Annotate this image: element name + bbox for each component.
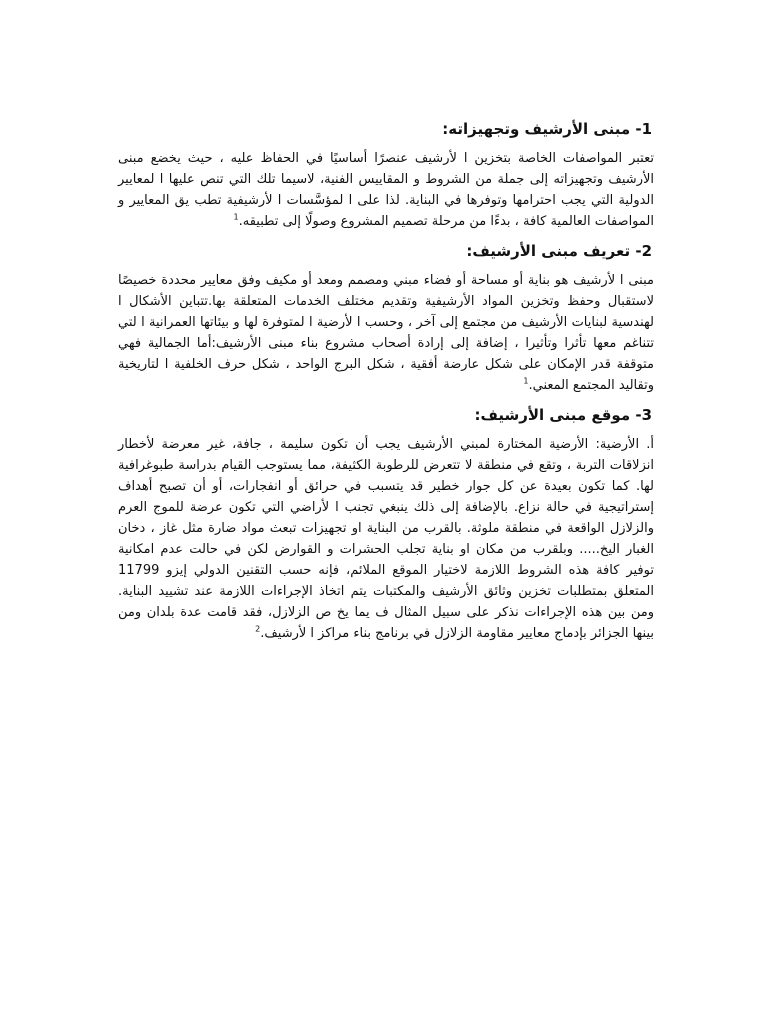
paragraph-text: أ. الأرضية: الأرضية المختارة لمبني الأرشيف يجب أن تكون سليمة ، جافة، غير معرضة لأخطار انزلاقات التربة ، وتقع في منطقة لا تتعرض للرطوبة الكثيفة، مما يستوجب القيام بدراسة طبوغرافية لها. كما تكون بعيدة عن كل جوار خطير قد يتسبب في حرائق أو انفجارات، أو أن تصبح أهداف إستراتيجية في حالة نزاع. بالإضافة إلى ذلك ينبغي تجنب ا لأراضي التي تكون عرضة للموج العرم والزلازل الواقعة في منطقة ملوثة. بالقرب من البناية او تجهيزات تبعث مواد ضارة مثل غاز ، دخان الغبار اليخ..... وبلقرب من مكان او بناية تجلب الحشرات و القوارض لكن في حالت عدم امكانية توفير كافة هذه الشروط اللازمة لاختيار الموقع الملائم، فإنه حسب التقنين الدولي إيزو 11799 المتعلق بمتطلبات تخزين وثائق الأرشيف والمكتبات يتم اتخاذ الإجراءات اللازمة عند تشييد البناية. ومن بين هذه الإجراءات نذكر على سبيل المثال ف يما يخ ص الزلازل، فقد قامت عدة بلدان ومن بينها الجزائر بإدماج معايير مقاومة الزلازل في برنامج بناء مراكز ا لأرشيف. (118, 437, 654, 641)
footnote-marker[interactable]: 1 (523, 376, 529, 386)
footnote-marker[interactable]: 1 (233, 212, 239, 222)
section-archive-definition (118, 240, 654, 396)
section-archive-building (118, 118, 654, 232)
section-heading: 3- موقع مبنى الأرشيف: (474, 406, 652, 424)
section-heading: 1- مبنى الأرشيف وتجهيزاته: (442, 120, 652, 138)
section-paragraph (118, 148, 654, 232)
section-archive-location (118, 404, 654, 644)
footnote-marker[interactable]: 2 (255, 624, 261, 634)
section-paragraph (118, 270, 654, 396)
section-paragraph (118, 434, 654, 644)
paragraph-text: تعتبر المواصفات الخاصة بتخزين ا لأرشيف عنصرًا أساسيًا في الحفاظ عليه ، حيث يخضع مبنى الأرشيف وتجهيزاته إلى جملة من الشروط و المقاييس الفنية، لاسيما تلك التي تنص عليها ا لمعايير الدولية التي يجب احترامها وتوفرها في البناية. لذا على ا لمؤسَّسات ا لأرشيفية تطب يق المعايير و المواصفات العالمية كافة ، بدءًا من مرحلة تصميم المشروع وصولًا إلى تطبيقه. (118, 151, 654, 229)
document-page (118, 118, 654, 652)
paragraph-text: مبنى ا لأرشيف هو بناية أو مساحة أو فضاء مبني ومصمم ومعد أو مكيف وفق معايير محددة خصيصًا لاستقبال وحفظ وتخزين المواد الأرشيفية وتقديم مختلف الخدمات المتعلقة بها.تتباين الأشكال ا لهندسية لبنايات الأرشيف من مجتمع إلى آخر ، وحسب ا لأرضية ا لمتوفرة لها و بيئاتها العمرانية ا لتي تتناغم معها تأثرا وتأثيرا ، إضافة إلى إرادة أصحاب مشروع بناء مبنى الأرشيف:أما الجمالية فهي متوقفة قدر الإمكان على شكل عارضة أفقية ، شكل البرج الواحد ، شكل حرف الخلفية ا لتاريخية وتقاليد المجتمع المعني. (118, 273, 654, 393)
section-heading: 2- تعريف مبنى الأرشيف: (466, 242, 652, 260)
